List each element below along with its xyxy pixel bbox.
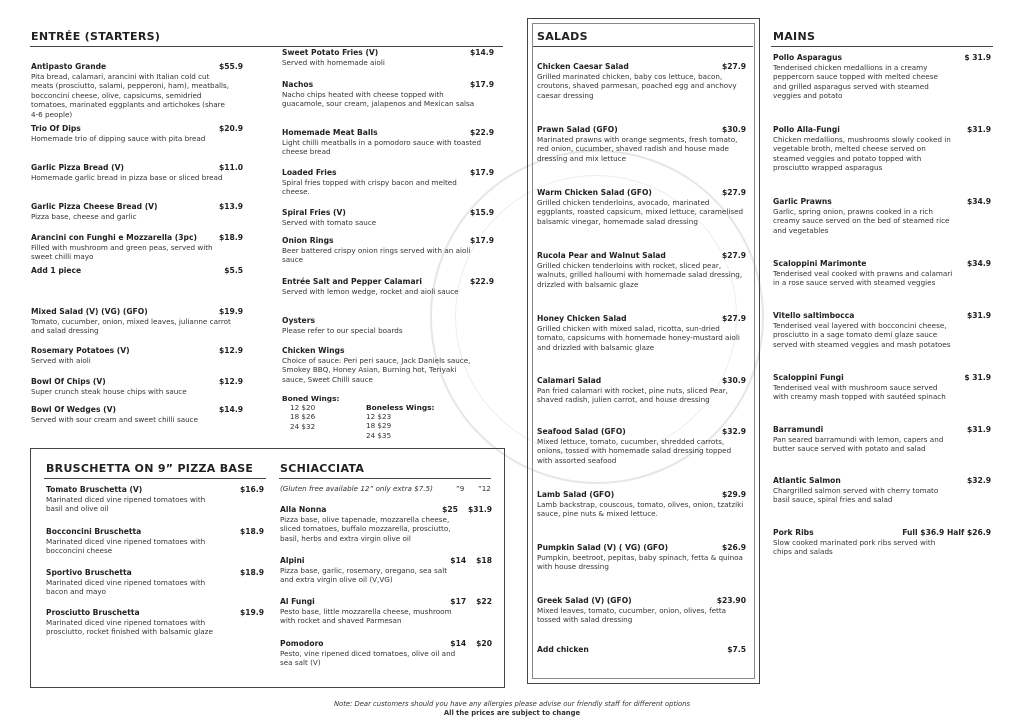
menu-item-name: Onion Rings <box>282 236 334 245</box>
price-9-inch: $25 <box>442 505 458 514</box>
menu-item-description: Tenderised veal layered with bocconcini cheese, prosciutto in a sage tomato demi glaze sauce served with steamed veggies and mash potatoes <box>773 321 951 349</box>
entree-title: ENTRÉE (STARTERS) <box>31 30 161 43</box>
menu-item <box>773 528 991 557</box>
menu-item-name: Add chicken <box>537 645 589 654</box>
menu-item-price: $7.5 <box>727 645 746 654</box>
menu-item <box>773 311 991 349</box>
schiacciata-size-12: ”12 <box>478 484 491 493</box>
menu-item-price: $29.9 <box>721 490 746 499</box>
menu-item <box>537 645 746 655</box>
menu-item <box>537 596 746 625</box>
menu-item-name: Greek Salad (V) (GFO) <box>537 596 632 605</box>
menu-item <box>46 485 264 514</box>
menu-item-price: $32.9 <box>721 427 746 436</box>
menu-item <box>282 128 494 157</box>
schiacciata-note: (Gluten free available 12” only extra $7.5) <box>280 484 433 493</box>
menu-item-price: $30.9 <box>721 125 746 134</box>
menu-item-description: Nacho chips heated with cheese topped with guacamole, sour cream, jalapenos and Mexican salsa <box>282 90 475 109</box>
menu-item <box>773 53 991 101</box>
menu-item-price: $14.9 <box>218 405 243 414</box>
menu-item-description: Tomato, cucumber, onion, mixed leaves, julianne carrot and salad dressing <box>31 317 231 336</box>
menu-item-price: Full $36.9 Half $26.9 <box>902 528 991 537</box>
menu-item <box>537 314 746 352</box>
menu-item-name: Chicken Caesar Salad <box>537 62 629 71</box>
menu-item-description: Tenderised veal cooked with prawns and calamari in a rose sauce served with steamed veggies <box>773 269 953 288</box>
menu-item-description: Pizza base, olive tapenade, mozzarella cheese, sliced tomatoes, buffalo mozzarella, prosciutto, basil, herbs and extra virgin olive oil <box>280 515 451 543</box>
menu-item-price: $22.9 <box>469 128 494 137</box>
menu-item <box>280 639 492 668</box>
menu-item-description: Grilled chicken tenderloins with rocket, sliced pear, walnuts, grilled halloumi with homemade salad dressing, drizzled with balsamic glaze <box>537 261 743 289</box>
menu-item-name: Calamari Salad <box>537 376 602 385</box>
menu-item-description: Lamb backstrap, couscous, tomato, olives, onion, tzatziki sauce, pine nuts & mixed lettuce. <box>537 500 744 519</box>
menu-item-description: Homemade garlic bread in pizza base or sliced bread <box>31 173 223 182</box>
menu-item-name: Pollo Alla-Fungi <box>773 125 840 134</box>
menu-item <box>537 188 746 226</box>
menu-item <box>537 125 746 163</box>
menu-item-name: Atlantic Salmon <box>773 476 841 485</box>
menu-item <box>280 505 492 543</box>
menu-item-name: Vitello saltimbocca <box>773 311 855 320</box>
footer-allergy-note: Note: Dear customers should you have any allergies please advise our friendly staff for different options <box>333 700 691 708</box>
menu-item-price: $12.9 <box>218 346 243 355</box>
menu-item-price: $13.9 <box>218 202 243 211</box>
boned-24: 24 $32 <box>290 421 316 431</box>
menu-item-name: Bowl Of Chips (V) <box>31 377 106 386</box>
menu-item-name: Oysters <box>282 316 315 325</box>
menu-item-description: Super crunch steak house chips with sauce <box>31 387 187 396</box>
menu-item <box>282 316 494 335</box>
menu-item-description: Grilled marinated chicken, baby cos lettuce, bacon, croutons, shaved parmesan, poached egg and anchovy caesar dressing <box>537 72 737 100</box>
menu-item-price: $22.9 <box>469 277 494 286</box>
menu-item-name: Bowl Of Wedges (V) <box>31 405 116 414</box>
menu-item-name: Garlic Pizza Cheese Bread (V) <box>31 202 158 211</box>
menu-item-description: Pizza base, cheese and garlic <box>31 212 137 221</box>
menu-item-price: $31.9 <box>966 125 991 134</box>
schiacciata-title: SCHIACCIATA <box>280 462 365 475</box>
menu-item-description: Pumpkin, beetroot, pepitas, baby spinach, fetta & quinoa with house dressing <box>537 553 743 572</box>
menu-item-name: Loaded Fries <box>282 168 337 177</box>
menu-item <box>31 62 243 119</box>
footer-note <box>0 700 1024 718</box>
boned-18: 18 $26 <box>290 412 316 422</box>
menu-item-price: $18.9 <box>239 568 264 577</box>
menu-item-description: Please refer to our special boards <box>282 326 403 335</box>
menu-item <box>282 168 494 197</box>
salads-rule <box>533 46 753 47</box>
menu-item-price: $31.9 <box>966 425 991 434</box>
menu-item-name: Add 1 piece <box>31 266 82 275</box>
menu-item <box>31 405 243 424</box>
menu-item-price: $30.9 <box>721 376 746 385</box>
menu-item-name: Rucola Pear and Walnut Salad <box>537 251 666 260</box>
menu-item-description: Marinated diced vine ripened tomatoes with prosciutto, rocket finished with balsamic glaze <box>46 618 213 637</box>
footer-price-note: All the prices are subject to change <box>443 709 581 717</box>
menu-item <box>773 373 991 402</box>
menu-item <box>773 476 991 505</box>
menu-item-name: Alla Nonna <box>280 505 327 514</box>
boneless-24: 24 $35 <box>366 430 392 440</box>
price-12-inch: $22 <box>476 597 492 606</box>
menu-item-name: Sweet Potato Fries (V) <box>282 48 379 57</box>
menu-item-description: Slow cooked marinated pork ribs served with chips and salads <box>773 538 936 557</box>
menu-item <box>31 124 243 143</box>
menu-item-price: $17.9 <box>469 236 494 245</box>
menu-item-name: Arancini con Funghi e Mozzarella (3pc) <box>31 233 197 242</box>
price-12-inch: $31.9 <box>467 505 492 514</box>
menu-item <box>537 251 746 289</box>
menu-item-name: Prosciutto Bruschetta <box>46 608 140 617</box>
menu-item-name: Alpini <box>280 556 305 565</box>
menu-item <box>282 236 494 265</box>
menu-item <box>537 62 746 100</box>
menu-item <box>282 80 494 109</box>
menu-item-description: Grilled chicken with mixed salad, ricotta, sun-dried tomato, capsicums with homemade honey-mustard aioli and drizzled with balsamic glaze <box>537 324 740 352</box>
menu-item-price: $26.9 <box>721 543 746 552</box>
menu-item <box>282 346 494 384</box>
menu-item-price: $27.9 <box>721 62 746 71</box>
price-9-inch: $17 <box>450 597 467 606</box>
price-9-inch: $14 <box>450 556 467 565</box>
menu-item-price: $17.9 <box>469 168 494 177</box>
menu-item <box>537 543 746 572</box>
menu-item-name: Scaloppini Marimonte <box>773 259 867 268</box>
bruschetta-title: BRUSCHETTA ON 9” PIZZA BASE <box>46 462 254 475</box>
menu-item-name: Nachos <box>282 80 314 89</box>
entree-rule <box>30 46 503 47</box>
price-12-inch: $18 <box>476 556 492 565</box>
menu-item-description: Beer battered crispy onion rings served with an aioli sauce <box>282 246 471 265</box>
menu-item <box>773 125 991 173</box>
menu-item-description: Chargrilled salmon served with cherry tomato basil sauce, spiral fries and salad <box>773 486 939 505</box>
menu-item-description: Marinated diced vine ripened tomatoes with bacon and mayo <box>46 578 206 597</box>
menu-item <box>282 208 494 227</box>
menu-item-price: $17.9 <box>469 80 494 89</box>
menu-item-description: Pan seared barramundi with lemon, capers and butter sauce served with potato and salad <box>773 435 944 454</box>
menu-item-price: $55.9 <box>218 62 243 71</box>
menu-item <box>773 197 991 235</box>
menu-item <box>773 425 991 454</box>
menu-item-price: $5.5 <box>224 266 243 275</box>
menu-item-description: Grilled chicken tenderloins, avocado, marinated eggplants, roasted capsicum, mixed lettuce, caramelised balsamic vinegar, homemade salad dressing <box>537 198 744 226</box>
menu-item-price: $32.9 <box>966 476 991 485</box>
mains-rule <box>771 46 993 47</box>
menu-item <box>773 259 991 288</box>
menu-item-description: Spiral fries topped with crispy bacon and melted cheese. <box>282 178 457 197</box>
menu-item <box>31 233 243 262</box>
menu-item-name: Bocconcini Bruschetta <box>46 527 142 536</box>
boned-wings-list <box>290 403 315 431</box>
menu-item <box>280 597 492 626</box>
menu-item-description: Mixed leaves, tomato, cucumber, onion, olives, fetta tossed with salad dressing <box>537 606 727 625</box>
menu-item-description: Pesto base, little mozzarella cheese, mushroom with rocket and shaved Parmesan <box>280 607 452 626</box>
menu-item-name: Lamb Salad (GFO) <box>537 490 615 499</box>
menu-item-description: Garlic, spring onion, prawns cooked in a rich creamy sauce served on the bed of steamed rice and vegetables <box>773 207 950 235</box>
schiacciata-size-9: ”9 <box>456 484 465 493</box>
menu-item-price: $ 31.9 <box>964 53 991 62</box>
menu-item-price: $34.9 <box>966 197 991 206</box>
menu-item-price: $11.0 <box>218 163 243 172</box>
menu-item-description: Tenderised veal with mushroom sauce served with creamy mash topped with sautéed spinach <box>773 383 946 402</box>
menu-item-price: $27.9 <box>721 188 746 197</box>
menu-item-description: Mixed lettuce, tomato, cucumber, shredded carrots, onions, tossed with homemade salad dressing topped with assorted seafood <box>537 437 732 465</box>
menu-item-price: $16.9 <box>239 485 264 494</box>
menu-item-description: Served with aioli <box>31 356 91 365</box>
menu-item-description: Filled with mushroom and green peas, served with sweet chilli mayo <box>31 243 213 262</box>
menu-item-description: Pizza base, garlic, rosemary, oregano, sea salt and extra virgin olive oil (V,VG) <box>280 566 448 585</box>
bruschetta-rule <box>44 478 266 479</box>
menu-item-name: Al Fungi <box>280 597 315 606</box>
menu-item-name: Homemade Meat Balls <box>282 128 378 137</box>
menu-item <box>31 266 243 276</box>
menu-item-description: Light chilli meatballs in a pomodoro sauce with toasted cheese bread <box>282 138 482 157</box>
menu-item <box>282 277 494 296</box>
menu-item-description: Marinated diced vine ripened tomatoes with bocconcini cheese <box>46 537 206 556</box>
menu-item <box>46 527 264 556</box>
boneless-wings-list <box>366 412 391 440</box>
schiacciata-rule <box>279 478 491 479</box>
menu-item-price: $14.9 <box>469 48 494 57</box>
mains-title: MAINS <box>773 30 816 43</box>
menu-item-price: $27.9 <box>721 314 746 323</box>
menu-item-name: Spiral Fries (V) <box>282 208 346 217</box>
menu-item-description: Pita bread, calamari, arancini with Italian cold cut meats (prosciutto, salami, pepperoni, ham), meatballs, bocconcini cheese, olive, capsicums, semidried tomatoes, marinated eggplants and artichokes (share 4-6 people) <box>31 72 230 119</box>
menu-item-description: Pan fried calamari with rocket, pine nuts, sliced Pear, shaved radish, julien carrot, and house dressing <box>537 386 728 405</box>
menu-item-description: Served with tomato sauce <box>282 218 377 227</box>
menu-item-name: Garlic Pizza Bread (V) <box>31 163 124 172</box>
menu-item-name: Chicken Wings <box>282 346 345 355</box>
menu-item-price: $19.9 <box>239 608 264 617</box>
menu-item-name: Pollo Asparagus <box>773 53 843 62</box>
menu-item <box>31 202 243 221</box>
menu-item-name: Pork Ribs <box>773 528 814 537</box>
menu-item-price: $19.9 <box>218 307 243 316</box>
menu-item-name: Trio Of Dips <box>31 124 81 133</box>
boned-12: 12 $20 <box>290 403 316 412</box>
menu-item-description: Pesto, vine ripened diced tomatoes, olive oil and sea salt (V) <box>280 649 456 668</box>
menu-item <box>537 427 746 465</box>
menu-item-price: $18.9 <box>239 527 264 536</box>
menu-item-name: Mixed Salad (V) (VG) (GFO) <box>31 307 148 316</box>
menu-item-name: Warm Chicken Salad (GFO) <box>537 188 652 197</box>
menu-item <box>280 556 492 585</box>
menu-item-price: $34.9 <box>966 259 991 268</box>
menu-item <box>31 163 243 182</box>
boned-wings-title: Boned Wings: <box>282 394 340 403</box>
menu-item-description: Served with homemade aioli <box>282 58 385 67</box>
menu-item-name: Pomodoro <box>280 639 324 648</box>
menu-item-description: Choice of sauce: Peri peri sauce, Jack Daniels sauce, Smokey BBQ, Honey Asian, Burning hot, Teriyaki sauce, Sweet Chilli sauce <box>282 356 471 384</box>
menu-item-price: $18.9 <box>218 233 243 242</box>
menu-item-price: $12.9 <box>218 377 243 386</box>
menu-item-price: $15.9 <box>469 208 494 217</box>
menu-item-name: Garlic Prawns <box>773 197 832 206</box>
boneless-12: 12 $23 <box>366 412 392 421</box>
menu-item <box>282 48 494 67</box>
salads-title: SALADS <box>537 30 588 43</box>
menu-item-price: $31.9 <box>966 311 991 320</box>
menu-item-price: $27.9 <box>721 251 746 260</box>
menu-item-name: Honey Chicken Salad <box>537 314 627 323</box>
menu-item <box>31 307 243 336</box>
menu-item-name: Scaloppini Fungi <box>773 373 844 382</box>
menu-item <box>537 376 746 405</box>
menu-item <box>46 608 264 637</box>
menu-item-description: Served with lemon wedge, rocket and aioli sauce <box>282 287 459 296</box>
menu-item-description: Served with sour cream and sweet chilli sauce <box>31 415 199 424</box>
menu-item-description: Chicken medallions, mushrooms slowly cooked in vegetable broth, melted cheese served on steamed veggies and potato topped with prosciutto wrapped asparagus <box>773 135 951 173</box>
menu-item-name: Entrée Salt and Pepper Calamari <box>282 277 422 286</box>
boneless-wings-title: Boneless Wings: <box>366 403 435 412</box>
menu-item-name: Antipasto Grande <box>31 62 107 71</box>
menu-item-name: Sportivo Bruschetta <box>46 568 132 577</box>
menu-item-price: $ 31.9 <box>964 373 991 382</box>
price-9-inch: $14 <box>450 639 467 648</box>
price-12-inch: $20 <box>476 639 492 648</box>
menu-item <box>537 490 746 519</box>
menu-item-name: Rosemary Potatoes (V) <box>31 346 130 355</box>
menu-item-name: Tomato Bruschetta (V) <box>46 485 143 494</box>
menu-item <box>31 377 243 396</box>
menu-item-price: $20.9 <box>218 124 243 133</box>
menu-item-name: Seafood Salad (GFO) <box>537 427 626 436</box>
menu-item-name: Pumpkin Salad (V) ( VG) (GFO) <box>537 543 669 552</box>
menu-item-price: $23.90 <box>716 596 746 605</box>
menu-item-name: Prawn Salad (GFO) <box>537 125 618 134</box>
menu-item-description: Homemade trio of dipping sauce with pita bread <box>31 134 206 143</box>
menu-item-description: Marinated prawns with orange segments, fresh tomato, red onion, cucumber, shaved radish and house made dressing and mix lettuce <box>537 135 738 163</box>
menu-item-name: Barramundi <box>773 425 824 434</box>
menu-item-description: Tenderised chicken medallions in a creamy peppercorn sauce topped with melted cheese and grilled asparagus served with steamed veggies and potato <box>773 63 938 101</box>
boneless-18: 18 $29 <box>366 421 392 431</box>
menu-item <box>46 568 264 597</box>
menu-item-description: Marinated diced vine ripened tomatoes with basil and olive oil <box>46 495 206 514</box>
menu-item <box>31 346 243 365</box>
